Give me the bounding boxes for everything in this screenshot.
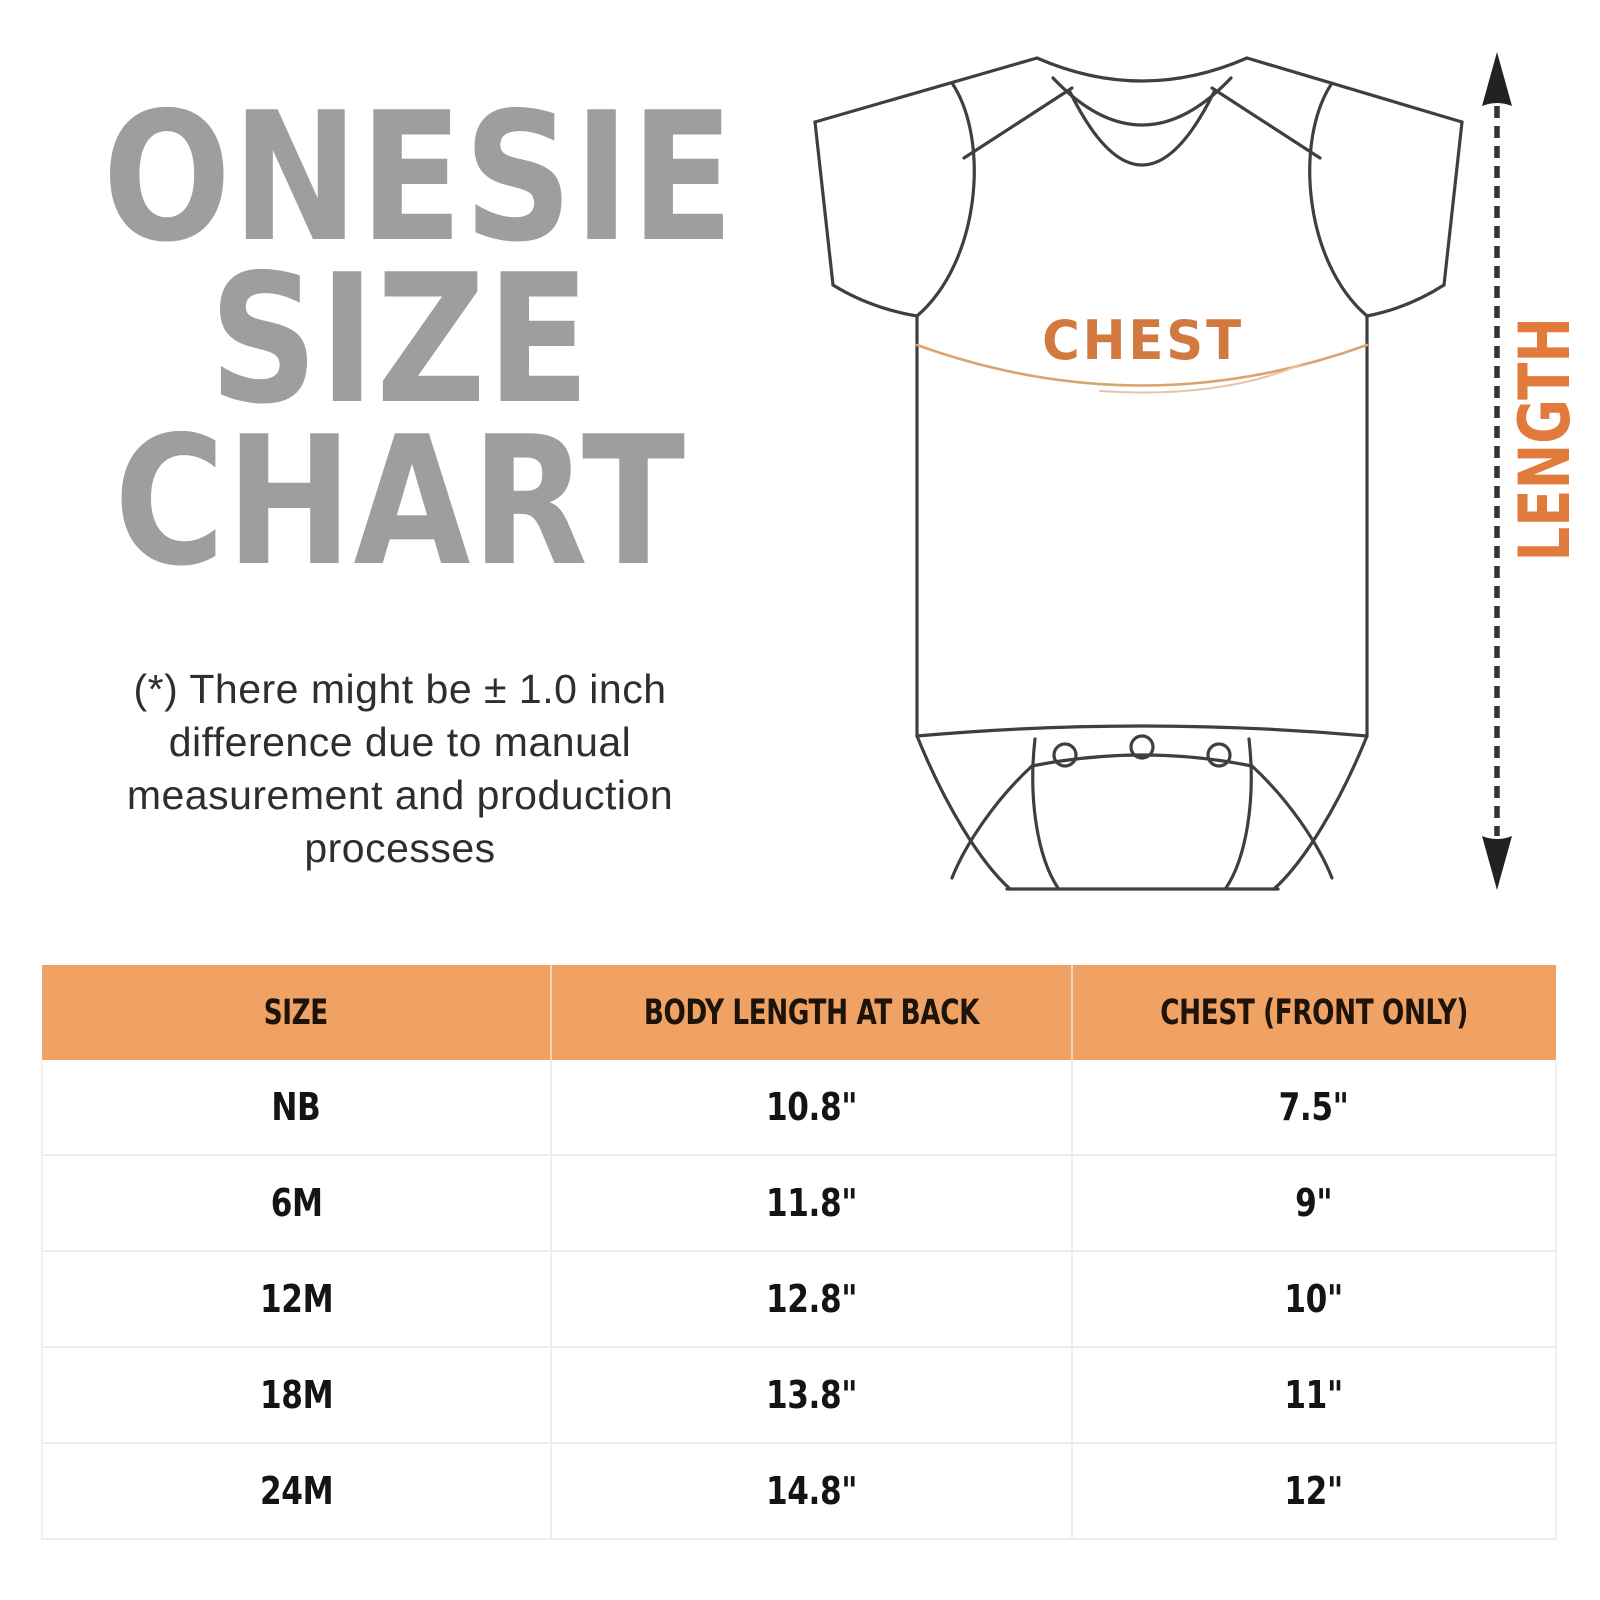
onesie-outline [815,58,1462,889]
disclaimer-line: difference due to manual [168,719,632,765]
cell-chest: 7.5" [1072,1060,1556,1155]
table-header-row [42,965,1556,1060]
table-row [42,1155,1556,1251]
cell-body-length: 11.8" [551,1155,1072,1251]
cell-chest: 11" [1072,1347,1556,1443]
title-line-1: ONESIE [102,74,735,281]
header-size: SIZE [42,965,551,1060]
title-line-2: SIZE [209,236,591,443]
table-row [42,1251,1556,1347]
header-body-length: BODY LENGTH AT BACK [551,965,1072,1060]
header-chest: CHEST (FRONT ONLY) [1072,965,1556,1060]
cell-body-length: 14.8" [551,1443,1072,1539]
disclaimer-line: processes [304,825,496,871]
cell-size: 12M [42,1251,551,1347]
cell-body-length: 10.8" [551,1060,1072,1155]
measurement-disclaimer [40,663,760,875]
cell-chest: 10" [1072,1251,1556,1347]
cell-chest: 9" [1072,1155,1556,1251]
snap-button [1208,744,1230,766]
cell-size: 24M [42,1443,551,1539]
cell-size: 6M [42,1155,551,1251]
table-row [42,1443,1556,1539]
snap-button [1054,744,1076,766]
cell-size: NB [42,1060,551,1155]
onesie-diagram [780,40,1520,900]
disclaimer-line: measurement and production [126,772,674,818]
table-row [42,1347,1556,1443]
size-table [41,965,1557,1540]
crotch-area [917,726,1367,889]
neckline [964,58,1320,165]
cell-size: 18M [42,1347,551,1443]
page-title [50,74,750,605]
cell-body-length: 13.8" [551,1347,1072,1443]
cell-chest: 12" [1072,1443,1556,1539]
title-line-3: CHART [114,398,686,605]
disclaimer-line: (*) There might be ± 1.0 inch [133,666,667,712]
length-label-text: LENGTH [1504,316,1586,562]
chest-label: CHEST [1042,309,1244,372]
cell-body-length: 12.8" [551,1251,1072,1347]
table-row [42,1060,1556,1155]
length-label [1505,239,1585,639]
